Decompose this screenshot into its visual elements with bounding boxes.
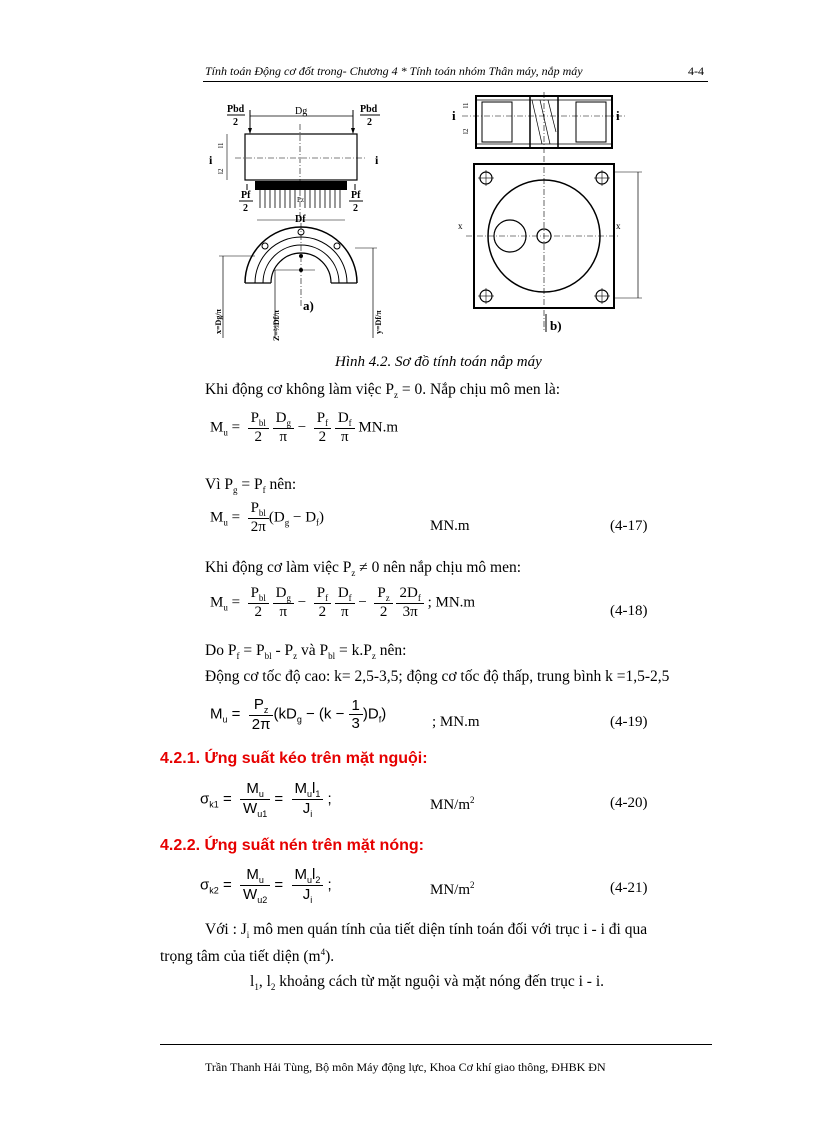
pbd-right-den: 2 [367,117,372,128]
paragraph-8: $l_1$, $l_2$ khoảng cách từ mặt nguội và mặt nóng đến trục i - i. [250,973,605,993]
b-x-right: x [616,221,621,231]
l2-label: l2 [217,168,225,174]
paragraph-1: Khi động cơ không làm việc $P_z = 0$. Nắp chịu mô men là: [205,381,561,401]
equation-4-19: $M_u$ = $\frac{P_z}{2\pi}$ ($kD_g - (k$ − $\frac{1}{3}$ )$D_f$) [210,696,387,733]
section-heading-4-2-1: 4.2.1. Ứng suất kéo trên mặt nguội: [160,750,428,767]
figure-b-diagram [452,92,662,337]
paragraph-2: Vì $P_g = P_f$ nên: [205,476,297,496]
paragraph-3: Khi động cơ làm việc $P_z \ne 0$ nên nắp chịu mô men: [205,559,522,579]
page-number: 4-4 [688,64,704,78]
pf-left-num: Pf [241,190,251,201]
i-left: i [209,153,213,167]
dg-label: Dg [295,106,308,117]
eq-number-4-18: (4-18) [610,603,648,619]
unit-mnm-1: MN.m [358,419,399,436]
header-rule [203,81,708,82]
eq-number-4-19: (4-19) [610,714,648,730]
running-header: Tính toán Động cơ đốt trong- Chương 4 * Tính toán nhóm Thân máy, nắp máy [205,64,583,78]
equation-4-18: $M_u$ = $\frac{P_{bl}}{2}$ $\frac{D_g}{\pi}$ − $\frac{P_f}{2}$ $\frac{D_f}{\pi}$ − $\frac{P_z}{2}$ $\frac{2D_f}{3\pi}$ ; MN.m [210,585,476,620]
eq-number-4-20: (4-20) [610,795,648,811]
eq-number-4-17: (4-17) [610,518,648,534]
b-i-left: i [452,108,456,123]
b-h1-label: l1 [462,102,470,108]
unit-mn-m2-1: $MN/m^2$ [430,795,475,813]
unit-mn-m2-2: $MN/m^2$ [430,880,475,898]
section-heading-4-2-2: 4.2.2. Ứng suất nén trên mặt nóng: [160,837,424,854]
paragraph-7: trọng tâm của tiết diện $(m^4)$. [160,947,335,966]
unit-mnm-3: ; MN.m [427,594,476,611]
unit-mnm-2: MN.m [430,518,470,534]
unit-mnm-4: ; MN.m [432,714,480,730]
pf-right-num: Pf [351,190,361,201]
b-h2-label: l2 [462,128,470,134]
equation-4-20: $\sigma_{k1}$ = $\frac{M_u}{W_{u1}}$ = $\frac{M_ul_1}{J_i}$ ; [200,780,332,819]
eq-number-4-21: (4-21) [610,880,648,896]
pbd-left-num: Pbd [227,104,245,115]
y-label: y=Df/π [374,310,383,334]
figure-a-diagram [205,98,405,343]
b-i-right: i [616,108,620,123]
figure-caption: Hình 4.2. Sơ đồ tính toán nắp máy [335,354,542,370]
z-label: Z=⅔Df/π [272,310,281,341]
figure-b-sublabel: b) [550,318,562,333]
pf-right-den: 2 [353,203,358,214]
paragraph-4: Do $P_f = P_{bl} - P_z$ và $P_{bl} = k.P_z$ nên: [205,642,407,662]
equation-4-17: $M_u$ = $\frac{P_{bl}}{2\pi}$ $(D_g - D_f)$ [210,500,325,535]
i-right: i [375,153,379,167]
equation-4-21: $\sigma_{k2}$ = $\frac{M_u}{W_{u2}}$ = $\frac{M_ul_2}{J_i}$ ; [200,866,332,905]
paragraph-6: Với : $J_i$ mô men quán tính của tiết diện tính toán đối với trục i - i đi qua [205,921,648,941]
footer-text: Trần Thanh Hải Tùng, Bộ môn Máy động lực, Khoa Cơ khí giao thông, ĐHBK ĐN [205,1060,606,1074]
b-x-left: x [458,221,463,231]
pbd-left-den: 2 [233,117,238,128]
x-label: x=Dg/π [214,309,223,334]
figure-a-sublabel: a) [303,298,314,313]
equation-mu-1: $M_u$ = $\frac{P_{bl}}{2}$ $\frac{D_g}{\pi}$ − $\frac{P_f}{2}$ $\frac{D_f}{\pi}$ MN.m [210,410,399,445]
paragraph-5: Động cơ tốc độ cao: k= 2,5-3,5; động cơ tốc độ thấp, trung bình k =1,5-2,5 [205,668,670,685]
pf-left-den: 2 [243,203,248,214]
pz-label: Pz [297,196,304,204]
l1-label: l1 [217,142,225,148]
df-label: Df [295,214,306,225]
footer-rule [160,1044,712,1045]
pbd-right-num: Pbd [360,104,378,115]
